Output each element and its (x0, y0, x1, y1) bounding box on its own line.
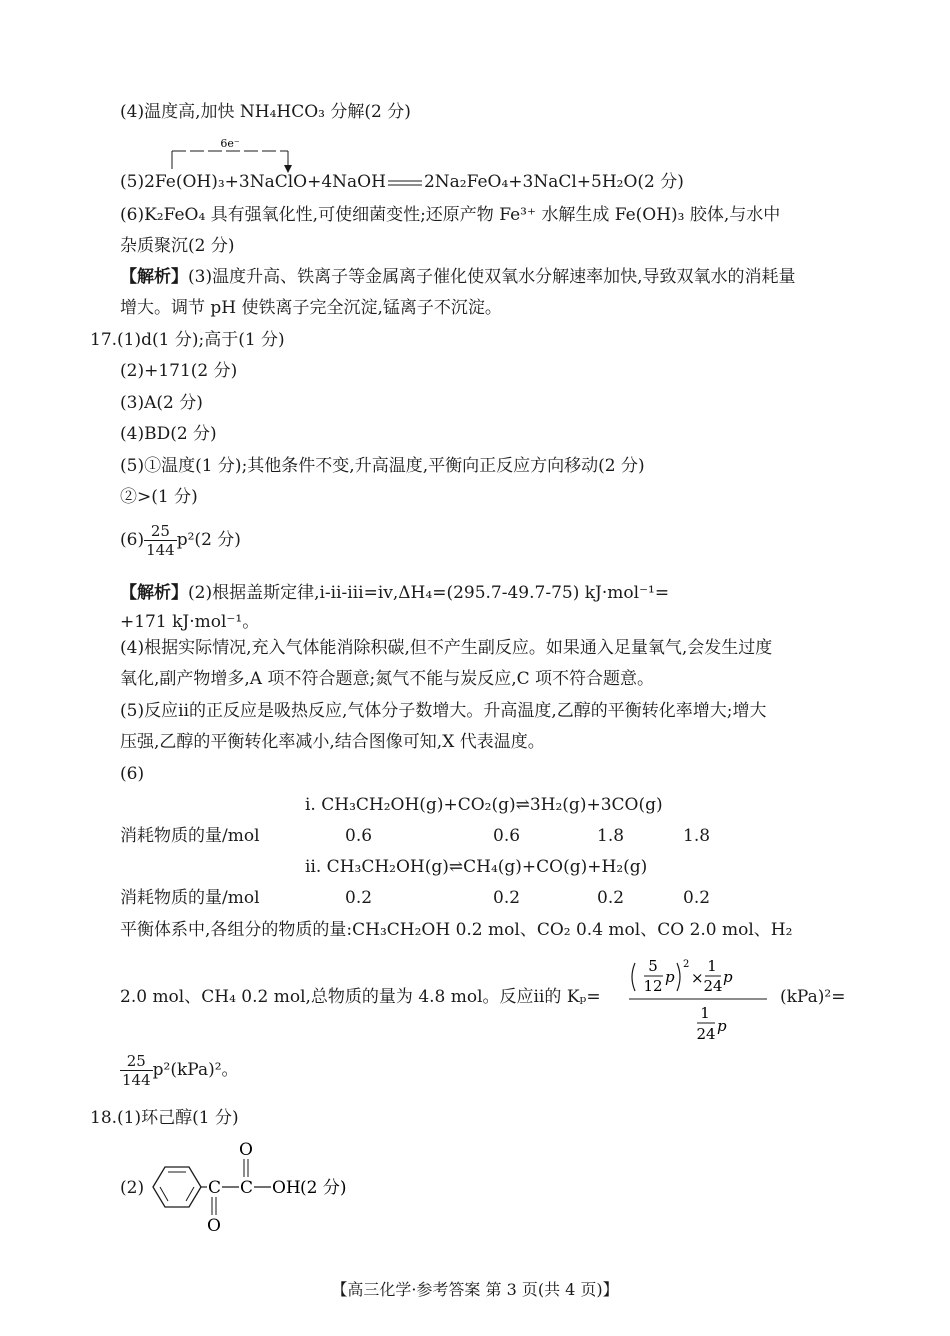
kp-expression (625, 955, 775, 1045)
svg-text:1: 1 (707, 957, 717, 975)
equals-sign (386, 171, 424, 195)
equilibrium-line2: 2.0 mol、CH₄ 0.2 mol,总物质的量为 4.8 mol。反应ⅱ的 Kₚ= (120, 987, 601, 1007)
carbon-atom: C (208, 1178, 222, 1198)
reaction-2-value: 0.2 (683, 888, 711, 908)
fraction-denominator: 144 (122, 1071, 151, 1089)
q17-part6 (120, 520, 241, 560)
reaction-2-equation: ⅱ. CH₃CH₂OH(g)⇌CH₄(g)+CO(g)+H₂(g) (305, 857, 648, 877)
svg-text:12: 12 (643, 977, 663, 995)
q17-analysis5-line2: 压强,乙醇的平衡转化率减小,结合图像可知,X 代表温度。 (120, 732, 545, 752)
reaction-2-value: 0.2 (345, 888, 373, 908)
carbon-atom: C (240, 1178, 254, 1198)
q18-part2-score: (2 分) (300, 1178, 347, 1198)
q17-part6-suffix: p²(2 分) (176, 530, 241, 550)
svg-text:2: 2 (683, 959, 690, 970)
kp-result (120, 1050, 239, 1090)
q16-part5-right: 2Na₂FeO₄+3NaCl+5H₂O(2 分) (423, 172, 684, 192)
fraction-denominator: 144 (146, 541, 175, 559)
svg-text:p: p (723, 968, 733, 986)
q16-analysis-line2: 增大。调节 pH 使铁离子完全沉淀,锰离子不沉淀。 (120, 298, 502, 318)
q17-analysis-line1 (120, 581, 669, 605)
analysis-tag: 【解析】 (120, 267, 188, 287)
svg-text:×: × (691, 969, 704, 987)
reaction-1-value: 0.6 (493, 826, 521, 846)
reaction-1-row-label: 消耗物质的量/mol (120, 826, 260, 846)
fraction (120, 1052, 153, 1089)
svg-text:5: 5 (648, 957, 658, 975)
q16-part4: (4)温度高,加快 NH₄HCO₃ 分解(2 分) (120, 102, 411, 122)
electron-label: 6e⁻ (220, 137, 240, 150)
q17-analysis5-line1: (5)反应ⅱ的正反应是吸热反应,气体分子数增大。升高温度,乙醇的平衡转化率增大;增大 (120, 701, 767, 721)
q17-analysis-line2: +171 kJ·mol⁻¹。 (120, 612, 260, 632)
reaction-1-value: 1.8 (683, 826, 711, 846)
q16-part5 (120, 170, 684, 195)
hydroxyl-group: OH (272, 1178, 301, 1198)
svg-text:p: p (717, 1017, 727, 1035)
q16-part6-line1: (6)K₂FeO₄ 具有强氧化性,可使细菌变性;还原产物 Fe³⁺ 水解生成 Fe(OH)₃ 胶体,与水中 (120, 205, 781, 225)
equilibrium-line1: 平衡体系中,各组分的物质的量:CH₃CH₂OH 0.2 mol、CO₂ 0.4 mol、CO 2.0 mol、H₂ (120, 920, 793, 940)
electron-transfer-arrow (160, 135, 300, 175)
svg-text:24: 24 (696, 1025, 716, 1043)
q18-part2-prefix: (2) (120, 1178, 145, 1198)
q17-part5: (5)①温度(1 分);其他条件不变,升高温度,平衡向正反应方向移动(2 分) (120, 456, 645, 476)
analysis-tag: 【解析】 (120, 583, 188, 603)
q17-analysis6-label: (6) (120, 764, 145, 784)
reaction-1-value: 0.6 (345, 826, 373, 846)
kp-result-suffix: p²(kPa)²。 (152, 1060, 239, 1080)
q17-part5b: ②>(1 分) (120, 487, 198, 507)
reaction-2-value: 0.2 (493, 888, 521, 908)
q17-part1: 17.(1)d(1 分);高于(1 分) (90, 330, 285, 350)
q17-part2: (2)+171(2 分) (120, 361, 238, 381)
phenylglyoxylic-acid-structure (145, 1135, 415, 1235)
benzene-ring-icon (153, 1167, 201, 1207)
q18-part1: 18.(1)环己醇(1 分) (90, 1108, 239, 1128)
fraction (144, 522, 177, 559)
page-footer: 【高三化学·参考答案 第 3 页(共 4 页)】 (331, 1280, 619, 1299)
kp-unit: (kPa)²= (780, 987, 846, 1007)
q17-part6-prefix: (6) (120, 530, 145, 550)
fraction-numerator: 25 (144, 522, 177, 541)
q17-analysis4-line1: (4)根据实际情况,充入气体能消除积碳,但不产生副反应。如果通入足量氧气,会发生过度 (120, 638, 773, 658)
oxygen-atom: O (239, 1140, 253, 1160)
reaction-1-value: 1.8 (597, 826, 625, 846)
q17-analysis4-line2: 氧化,副产物增多,A 项不符合题意;氮气不能与炭反应,C 项不符合题意。 (120, 669, 655, 689)
q16-part6-line2: 杂质聚沉(2 分) (120, 236, 235, 256)
analysis-text: (2)根据盖斯定律,ⅰ-ⅱ-ⅲ=ⅳ,ΔH₄=(295.7-49.7-75) kJ·mol⁻¹= (188, 583, 670, 603)
q17-part4: (4)BD(2 分) (120, 424, 217, 444)
fraction-numerator: 25 (120, 1052, 153, 1071)
reaction-2-row-label: 消耗物质的量/mol (120, 888, 260, 908)
reaction-1-equation: ⅰ. CH₃CH₂OH(g)+CO₂(g)⇌3H₂(g)+3CO(g) (305, 795, 663, 815)
q17-part3: (3)A(2 分) (120, 393, 203, 413)
q16-analysis-line1 (120, 265, 795, 289)
q16-part5-left: (5)2Fe(OH)₃+3NaClO+4NaOH (120, 172, 386, 192)
svg-text:24: 24 (703, 977, 723, 995)
svg-text:1: 1 (700, 1004, 710, 1022)
reaction-2-value: 0.2 (597, 888, 625, 908)
analysis-text: (3)温度升高、铁离子等金属离子催化使双氧水分解速率加快,导致双氧水的消耗量 (188, 267, 796, 287)
svg-text:p: p (665, 968, 675, 986)
oxygen-atom: O (207, 1216, 221, 1235)
